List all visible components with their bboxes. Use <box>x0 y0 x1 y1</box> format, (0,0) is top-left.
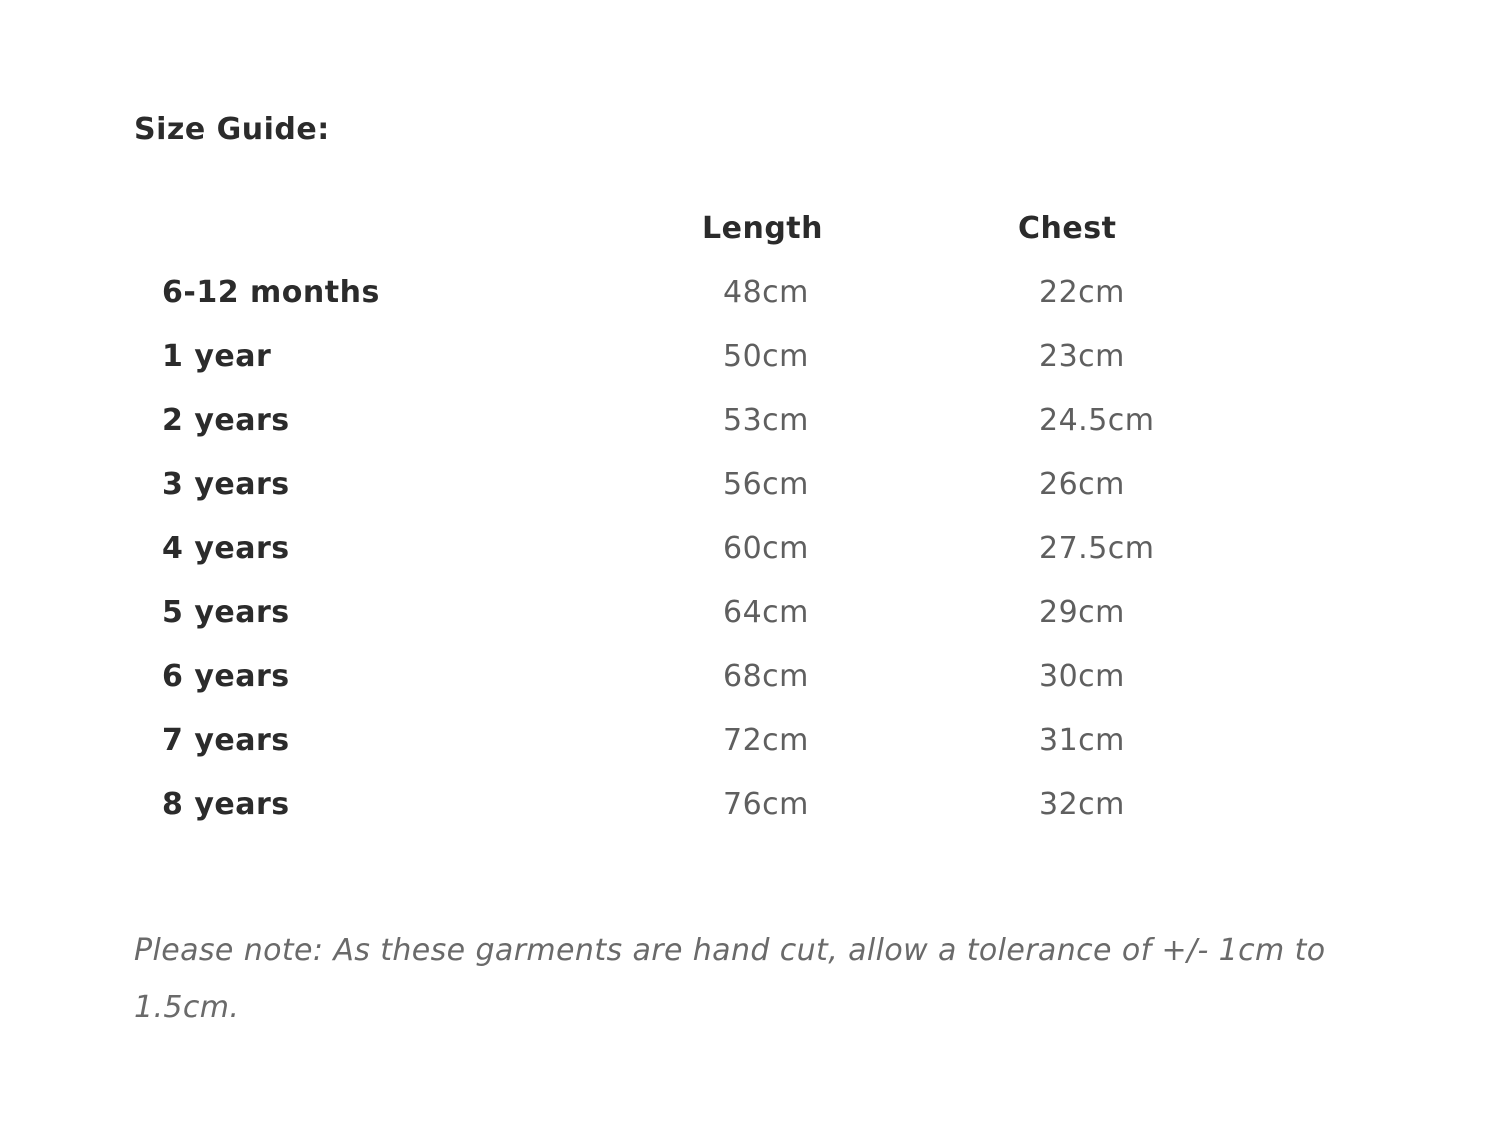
size-cell: 6 years <box>162 658 290 694</box>
length-cell: 68cm <box>723 658 809 694</box>
table-row <box>148 324 1348 388</box>
chest-cell: 30cm <box>1039 658 1125 694</box>
size-cell: 3 years <box>162 466 290 502</box>
size-table <box>148 196 1348 836</box>
table-row <box>148 260 1348 324</box>
length-cell: 72cm <box>723 722 809 758</box>
length-cell: 56cm <box>723 466 809 502</box>
chest-cell: 29cm <box>1039 594 1125 630</box>
table-row <box>148 644 1348 708</box>
chest-cell: 22cm <box>1039 274 1125 310</box>
chest-cell: 26cm <box>1039 466 1125 502</box>
size-cell: 6-12 months <box>162 274 380 310</box>
length-cell: 64cm <box>723 594 809 630</box>
chest-cell: 24.5cm <box>1039 402 1155 438</box>
table-row <box>148 708 1348 772</box>
table-row <box>148 388 1348 452</box>
length-cell: 53cm <box>723 402 809 438</box>
size-cell: 5 years <box>162 594 290 630</box>
size-guide-title: Size Guide: <box>134 112 330 147</box>
chest-cell: 31cm <box>1039 722 1125 758</box>
chest-cell: 27.5cm <box>1039 530 1155 566</box>
table-header-row <box>148 196 1348 260</box>
size-cell: 8 years <box>162 786 290 822</box>
table-row <box>148 772 1348 836</box>
size-cell: 4 years <box>162 530 290 566</box>
header-size <box>148 196 688 260</box>
size-cell: 1 year <box>162 338 272 374</box>
tolerance-note: Please note: As these garments are hand cut, allow a tolerance of +/- 1cm to 1.5cm. <box>134 933 1326 1025</box>
size-cell: 7 years <box>162 722 290 758</box>
size-cell: 2 years <box>162 402 290 438</box>
table-row <box>148 580 1348 644</box>
table-row <box>148 516 1348 580</box>
chest-cell: 23cm <box>1039 338 1125 374</box>
length-cell: 50cm <box>723 338 809 374</box>
length-cell: 76cm <box>723 786 809 822</box>
header-chest: Chest <box>1018 210 1117 246</box>
table-row <box>148 452 1348 516</box>
length-cell: 60cm <box>723 530 809 566</box>
header-length: Length <box>702 210 823 246</box>
chest-cell: 32cm <box>1039 786 1125 822</box>
length-cell: 48cm <box>723 274 809 310</box>
